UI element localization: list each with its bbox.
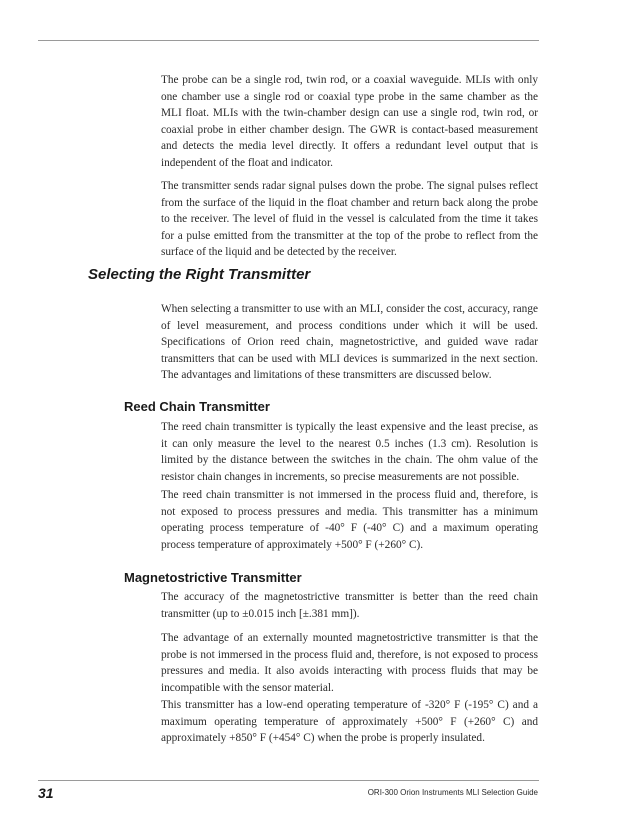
- reed-chain-paragraph-temperature: The reed chain transmitter is not immersed in the process fluid and, therefore, is not exposed to process pressures and media. This transmitter has a minimum operating process temperature of -40° F (-40° C) and a maximum operating process temperature of approximately +500° F (+260° C).: [161, 489, 538, 551]
- footer-document-title: ORI-300 Orion Instruments MLI Selection Guide: [367, 788, 538, 797]
- magnetostrictive-paragraph-temperature: This transmitter has a low-end operating temperature of -320° F (-195° C) and a maximum operating temperature of approximately +500° F (+260° C) and approximately +850° F (+454° C) when the probe is properly insulated.: [161, 699, 538, 744]
- intro-paragraph-radar-pulses: The transmitter sends radar signal pulses down the probe. The signal pulses reflect from the surface of the liquid in the float chamber and return back along the probe to the receiver. The level of fluid in the vessel is calculated from the time it takes for a pulse emitted from the transmitter at the top of the probe to reflect from the surface of the liquid and be detected by the receiver.: [161, 180, 538, 258]
- subsection-heading-reed-chain: Reed Chain Transmitter: [124, 399, 270, 414]
- subsection-heading-magnetostrictive: Magnetostrictive Transmitter: [124, 570, 302, 585]
- section-heading-selecting: Selecting the Right Transmitter: [88, 266, 311, 283]
- page-number: 31: [38, 785, 54, 801]
- reed-chain-paragraph-accuracy: The reed chain transmitter is typically the least expensive and the least precise, as it can only measure the level to the nearest 0.5 inches (1.3 cm). Resolution is limited by the distance between the switches in the chain. The ohm value of the resistor chain changes in increments, so precise measurements are not possible.: [161, 421, 538, 483]
- intro-paragraph-probe-types: The probe can be a single rod, twin rod, or a coaxial waveguide. MLIs with only one chamber use a single rod or coaxial type probe in the same chamber as the MLI float. MLIs with the twin-chamber design can use a single rod, twin rod, or coaxial probe in either chamber design. The GWR is contact-based measurement and detects the media level directly. It offers a redundant level output that is independent of the float and indicator.: [161, 74, 538, 169]
- selecting-paragraph: When selecting a transmitter to use with an MLI, consider the cost, accuracy, range of level measurement, and process conditions under which it will be used. Specifications of Orion reed chain, magnetostrictive, and guided wave radar transmitters that can be used with MLI devices is summarized in the next section. The advantages and limitations of these transmitters are discussed below.: [161, 303, 538, 381]
- header-rule: [38, 40, 539, 41]
- magnetostrictive-paragraph-accuracy: The accuracy of the magnetostrictive transmitter is better than the reed chain transmitter (up to ±0.015 inch [±.381 mm]).: [161, 591, 538, 620]
- footer-rule: [38, 780, 539, 781]
- magnetostrictive-paragraph-advantage: The advantage of an externally mounted magnetostrictive transmitter is that the probe is not immersed in the process fluid and, therefore, is not exposed to process pressures and media. It also avoids interacting with process fluids that may be incompatible with the sensor material.: [161, 632, 538, 694]
